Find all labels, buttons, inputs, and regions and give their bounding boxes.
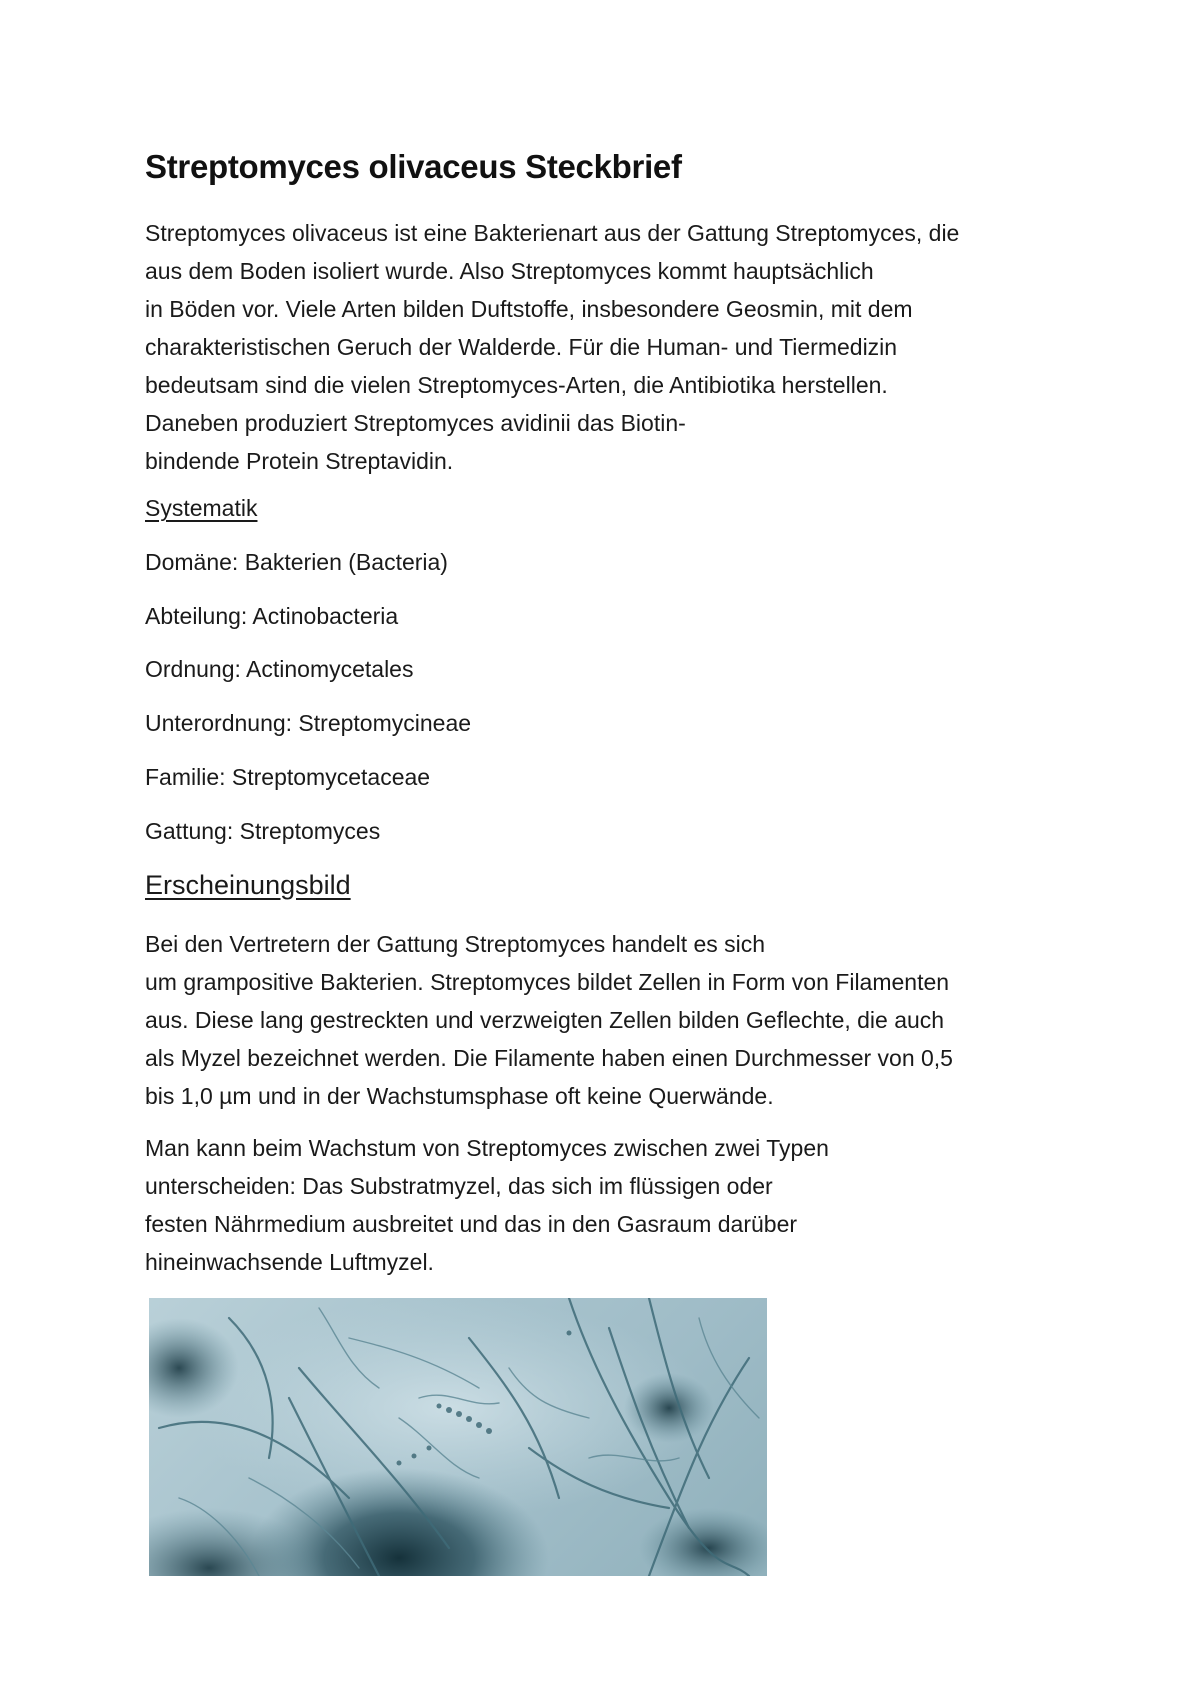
- systematik-row-domaene: Domäne: Bakterien (Bacteria): [145, 549, 448, 575]
- paragraph-line: hineinwachsende Luftmyzel.: [145, 1249, 434, 1275]
- intro-line: bedeutsam sind die vielen Streptomyces-Arten, die Antibiotika herstellen.: [145, 372, 888, 398]
- intro-line: in Böden vor. Viele Arten bilden Duftstoffe, insbesondere Geosmin, mit dem: [145, 296, 913, 322]
- intro-line: Daneben produziert Streptomyces avidinii das Biotin-: [145, 410, 686, 436]
- paragraph-line: um grampositive Bakterien. Streptomyces bildet Zellen in Form von Filamenten: [145, 969, 950, 995]
- intro-paragraph: [145, 214, 959, 480]
- mycelium-illustration: [149, 1298, 767, 1576]
- systematik-row-familie: Familie: Streptomycetaceae: [145, 764, 431, 790]
- systematik-row-abteilung: Abteilung: Actinobacteria: [145, 603, 399, 629]
- erscheinungsbild-paragraph-1: [145, 925, 953, 1115]
- paragraph-line: aus. Diese lang gestreckten und verzweigten Zellen bilden Geflechte, die auch: [145, 1007, 945, 1033]
- systematik-heading: Systematik: [145, 495, 258, 521]
- intro-line: aus dem Boden isoliert wurde. Also Streptomyces kommt hauptsächlich: [145, 258, 874, 284]
- systematik-row-gattung: Gattung: Streptomyces: [145, 818, 381, 844]
- paragraph-line: als Myzel bezeichnet werden. Die Filamente haben einen Durchmesser von 0,5: [145, 1045, 953, 1071]
- systematik-row-unterordnung: Unterordnung: Streptomycineae: [145, 710, 472, 736]
- paragraph-line: festen Nährmedium ausbreitet und das in den Gasraum darüber: [145, 1211, 798, 1237]
- page-title: Streptomyces olivaceus Steckbrief: [145, 148, 682, 185]
- paragraph-line: Man kann beim Wachstum von Streptomyces zwischen zwei Typen: [145, 1135, 829, 1161]
- microscope-photo: [149, 1298, 767, 1576]
- erscheinungsbild-paragraph-2: [145, 1129, 829, 1281]
- intro-line: charakteristischen Geruch der Walderde. Für die Human- und Tiermedizin: [145, 334, 898, 360]
- systematik-row-ordnung: Ordnung: Actinomycetales: [145, 656, 414, 682]
- intro-line: bindende Protein Streptavidin.: [145, 448, 454, 474]
- erscheinungsbild-heading: Erscheinungsbild: [145, 870, 351, 900]
- intro-line: Streptomyces olivaceus ist eine Bakterienart aus der Gattung Streptomyces, die: [145, 220, 960, 246]
- paragraph-line: bis 1,0 µm und in der Wachstumsphase oft keine Querwände.: [145, 1083, 774, 1109]
- paragraph-line: Bei den Vertretern der Gattung Streptomyces handelt es sich: [145, 931, 766, 957]
- paragraph-line: unterscheiden: Das Substratmyzel, das sich im flüssigen oder: [145, 1173, 773, 1199]
